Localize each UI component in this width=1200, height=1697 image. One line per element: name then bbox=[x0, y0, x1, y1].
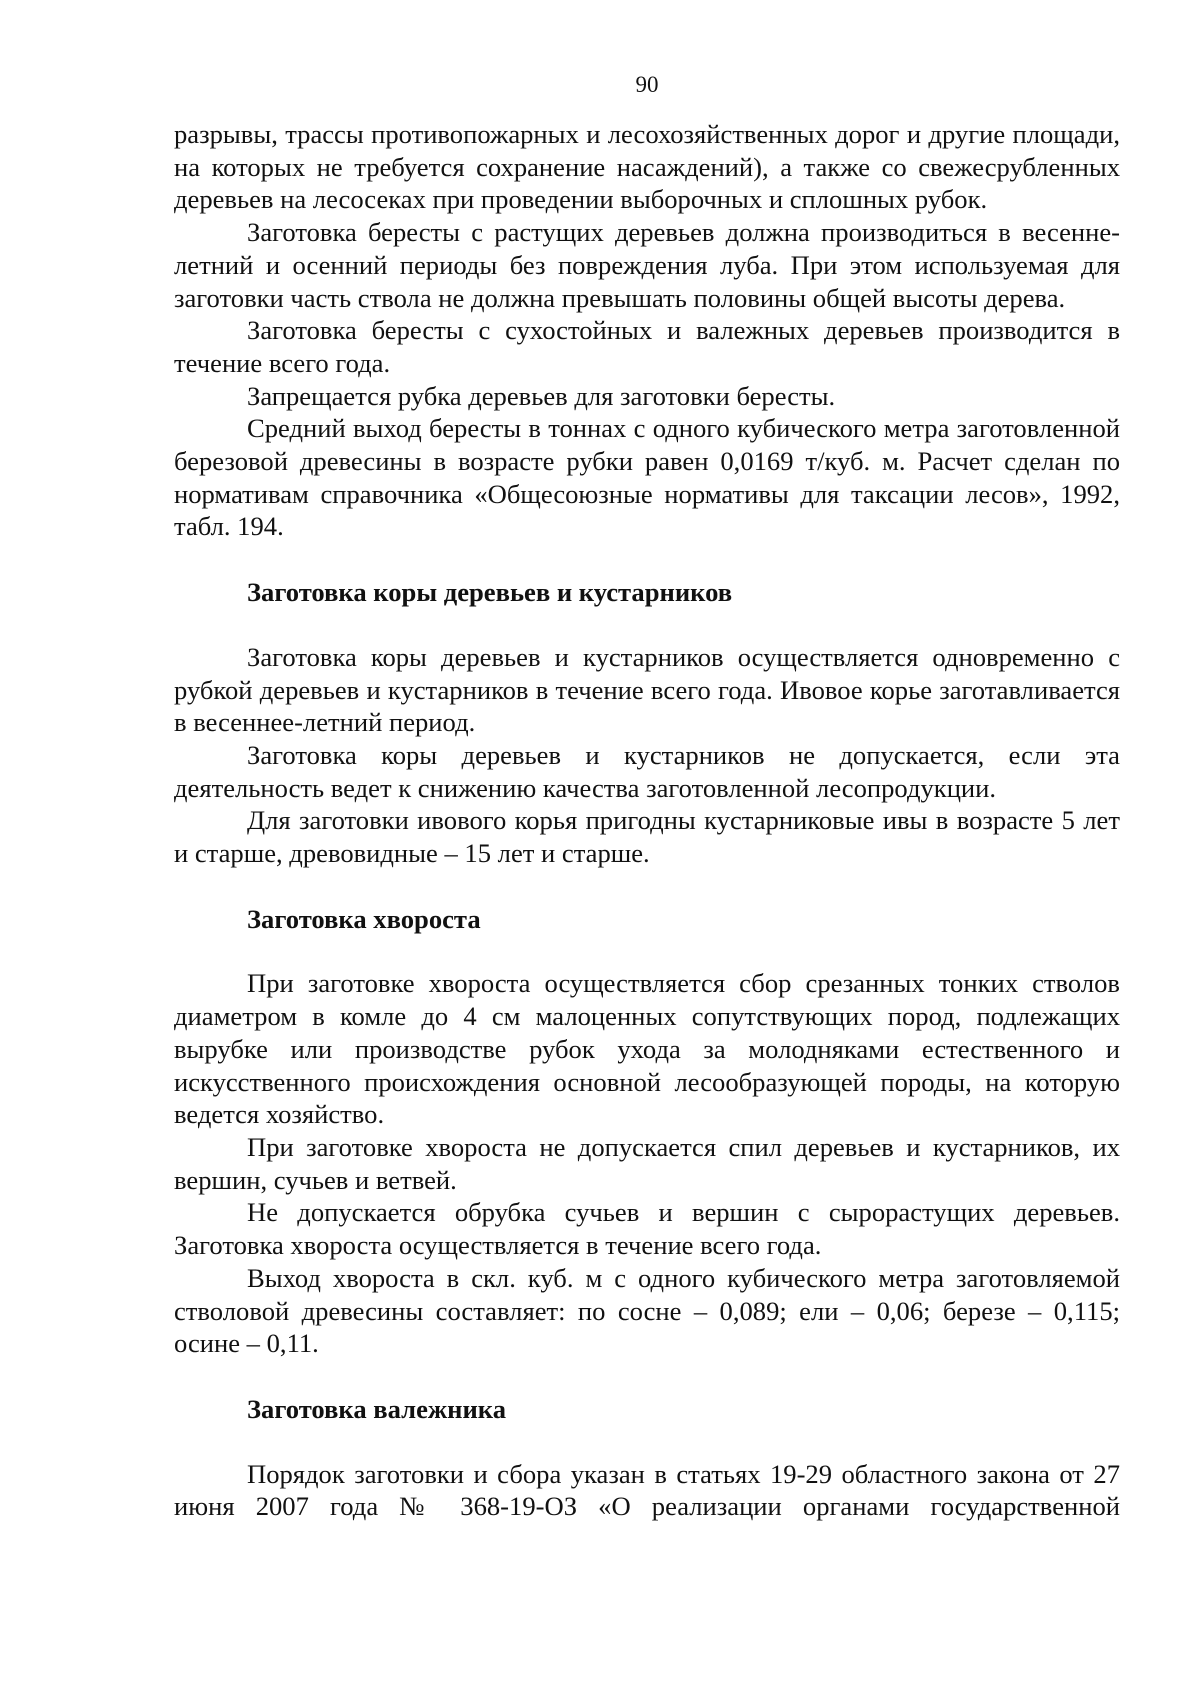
paragraph-birch-bark-yield: Средний выход бересты в тоннах с одного кубического метра заготовленной березовой древесины в возрасте рубки равен 0,0169 т/куб. м. Расчет сделан по нормативам справочника «Общесоюзные нормативы для таксации лесов», 1992, табл. 194. bbox=[174, 413, 1120, 542]
paragraph-brushwood-prohibition: При заготовке хвороста не допускается спил деревьев и кустарников, их вершин, сучьев и ветвей. bbox=[174, 1131, 1120, 1195]
paragraph-willow-bark-age: Для заготовки ивового корья пригодны кустарниковые ивы в возрасте 5 лет и старше, древовидные – 15 лет и старше. bbox=[174, 805, 1120, 869]
section-heading-deadwood: Заготовка валежника bbox=[247, 1393, 507, 1424]
paragraph-brushwood-yield: Выход хвороста в скл. куб. м с одного кубического метра заготовляемой стволовой древесины составляет: по сосне – 0,089; ели – 0,06; березе – 0,115; осине – 0,11. bbox=[174, 1262, 1120, 1359]
paragraph-birch-bark-live-trees: Заготовка бересты с растущих деревьев должна производиться в весенне-летний и осенний периоды без повреждения луба. При этом используемая для заготовки часть ствола не должна превышать половины общей высоты дерева. bbox=[174, 217, 1120, 313]
section-heading-brushwood: Заготовка хвороста bbox=[247, 903, 481, 934]
paragraph-bark-restriction: Заготовка коры деревьев и кустарников не допускается, если эта деятельность ведет к снижению качества заготовленной лесопродукции. bbox=[174, 739, 1120, 803]
paragraph-birch-bark-deadwood: Заготовка бересты с сухостойных и валежных деревьев производится в течение всего года. bbox=[174, 315, 1120, 378]
section-heading-bark: Заготовка коры деревьев и кустарников bbox=[247, 577, 733, 608]
page-number: 90 bbox=[635, 72, 659, 97]
paragraph-bark-harvesting: Заготовка коры деревьев и кустарников осуществляется одновременно с рубкой деревьев и кустарников в течение всего года. Ивовое корье заготавливается в весеннее-летний период. bbox=[174, 641, 1120, 738]
paragraph-continuation: разрывы, трассы противопожарных и лесохозяйственных дорог и другие площади, на которых не требуется сохранение насаждений), а также со свежесрубленных деревьев на лесосеках при проведении выборочных и сплошных рубок. bbox=[174, 119, 1120, 215]
document-body bbox=[174, 118, 1120, 1523]
paragraph-birch-bark-prohibition: Запрещается рубка деревьев для заготовки бересты. bbox=[247, 380, 836, 411]
paragraph-brushwood-season: Не допускается обрубка сучьев и вершин с сырорастущих деревьев. Заготовка хвороста осуществляется в течение всего года. bbox=[174, 1197, 1120, 1261]
paragraph-deadwood-law: Порядок заготовки и сбора указан в статьях 19-29 областного закона от 27 июня 2007 года № 368-19-ОЗ «О реализации органами государственной bbox=[174, 1458, 1120, 1522]
paragraph-brushwood-collection: При заготовке хвороста осуществляется сбор срезанных тонких стволов диаметром в комле до 4 см малоценных сопутствующих пород, подлежащих вырубке или производстве рубок ухода за молодняками естественного и искусственного происхождения основной лесообразующей породы, на которую ведется хозяйство. bbox=[174, 968, 1120, 1130]
